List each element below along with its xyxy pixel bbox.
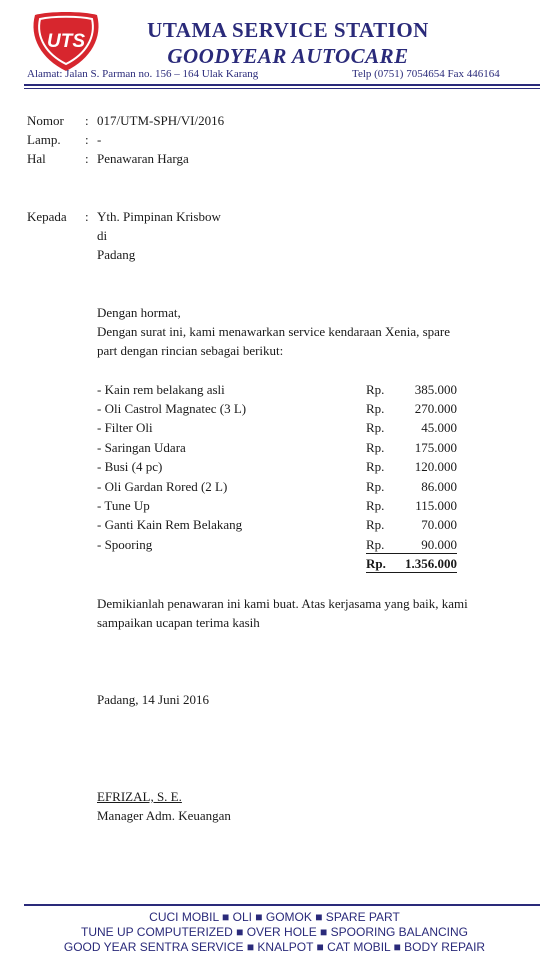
item-name: - Oli Castrol Magnatec (3 L) bbox=[97, 401, 247, 416]
signatory-position: Manager Adm. Keuangan bbox=[97, 808, 231, 823]
meta-colon: : bbox=[85, 132, 89, 147]
intro-line-2: part dengan rincian sebagai berikut: bbox=[97, 343, 284, 358]
item-currency: Rp. bbox=[366, 517, 385, 532]
recipient-label: Kepada bbox=[27, 209, 67, 224]
item-name: - Spooring bbox=[97, 537, 153, 552]
total-underline bbox=[366, 572, 457, 573]
header-divider-thin bbox=[24, 88, 540, 89]
company-name: UTAMA SERVICE STATION bbox=[147, 18, 429, 42]
greeting: Dengan hormat, bbox=[97, 305, 181, 320]
meta-value-lamp: - bbox=[97, 132, 102, 147]
item-name: - Kain rem belakang asli bbox=[97, 382, 225, 397]
recipient-line-1: Yth. Pimpinan Krisbow bbox=[97, 209, 221, 224]
item-amount: 115.000 bbox=[415, 498, 457, 513]
recipient-line-3: Padang bbox=[97, 247, 136, 262]
meta-value-hal: Penawaran Harga bbox=[97, 151, 189, 166]
company-phone: Telp (0751) 7054654 Fax 446164 bbox=[352, 68, 500, 80]
item-name: - Tune Up bbox=[97, 498, 150, 513]
item-amount: 70.000 bbox=[421, 517, 457, 532]
meta-colon: : bbox=[85, 151, 89, 166]
item-amount: 45.000 bbox=[421, 420, 457, 435]
item-name: - Busi (4 pc) bbox=[97, 459, 163, 474]
item-currency: Rp. bbox=[366, 459, 385, 474]
place-date: Padang, 14 Juni 2016 bbox=[97, 692, 209, 707]
recipient-colon: : bbox=[85, 209, 89, 224]
item-amount: 270.000 bbox=[414, 401, 457, 416]
item-currency: Rp. bbox=[366, 479, 385, 494]
meta-colon: : bbox=[85, 113, 89, 128]
meta-label-lamp: Lamp. bbox=[27, 132, 61, 147]
footer-divider bbox=[24, 904, 540, 906]
item-currency: Rp. bbox=[366, 401, 385, 416]
item-name: - Saringan Udara bbox=[97, 440, 186, 455]
item-name: - Filter Oli bbox=[97, 420, 153, 435]
total-currency: Rp. bbox=[366, 556, 386, 571]
footer-services-line-2: TUNE UP COMPUTERIZED ■ OVER HOLE ■ SPOORING BALANCING bbox=[81, 925, 468, 939]
company-brand: GOODYEAR AUTOCARE bbox=[167, 44, 409, 68]
item-amount: 175.000 bbox=[414, 440, 457, 455]
company-logo bbox=[29, 11, 103, 73]
footer-services-line-3: GOOD YEAR SENTRA SERVICE ■ KNALPOT ■ CAT MOBIL ■ BODY REPAIR bbox=[63, 940, 486, 954]
item-currency: Rp. bbox=[366, 498, 385, 513]
meta-label-nomor: Nomor bbox=[27, 113, 64, 128]
total-amount: 1.356.000 bbox=[405, 556, 457, 571]
footer-services-line-1: CUCI MOBIL ■ OLI ■ GOMOK ■ SPARE PART bbox=[149, 910, 400, 924]
item-currency: Rp. bbox=[366, 420, 385, 435]
closing-line-2: sampaikan ucapan terima kasih bbox=[97, 615, 260, 630]
meta-label-hal: Hal bbox=[27, 151, 46, 166]
total-row bbox=[366, 556, 457, 572]
svg-text:UTS: UTS bbox=[47, 31, 85, 52]
item-currency: Rp. bbox=[366, 537, 385, 552]
subtotal-underline bbox=[366, 553, 457, 554]
signatory-name: EFRIZAL, S. E. bbox=[97, 789, 182, 804]
closing-line-1: Demikianlah penawaran ini kami buat. Atas kerjasama yang baik, kami bbox=[97, 596, 468, 611]
item-name: - Ganti Kain Rem Belakang bbox=[97, 517, 243, 532]
item-amount: 90.000 bbox=[421, 537, 457, 552]
item-amount: 120.000 bbox=[414, 459, 457, 474]
company-address: Alamat: Jalan S. Parman no. 156 – 164 Ulak Karang bbox=[27, 68, 259, 80]
recipient-line-2: di bbox=[97, 228, 108, 243]
meta-value-nomor: 017/UTM-SPH/VI/2016 bbox=[97, 113, 225, 128]
intro-line-1: Dengan surat ini, kami menawarkan service kendaraan Xenia, spare bbox=[97, 324, 451, 339]
item-name: - Oli Gardan Rored (2 L) bbox=[97, 479, 228, 494]
item-currency: Rp. bbox=[366, 440, 385, 455]
item-amount: 86.000 bbox=[421, 479, 457, 494]
header-divider bbox=[24, 84, 540, 86]
item-currency: Rp. bbox=[366, 382, 385, 397]
item-amount: 385.000 bbox=[414, 382, 457, 397]
